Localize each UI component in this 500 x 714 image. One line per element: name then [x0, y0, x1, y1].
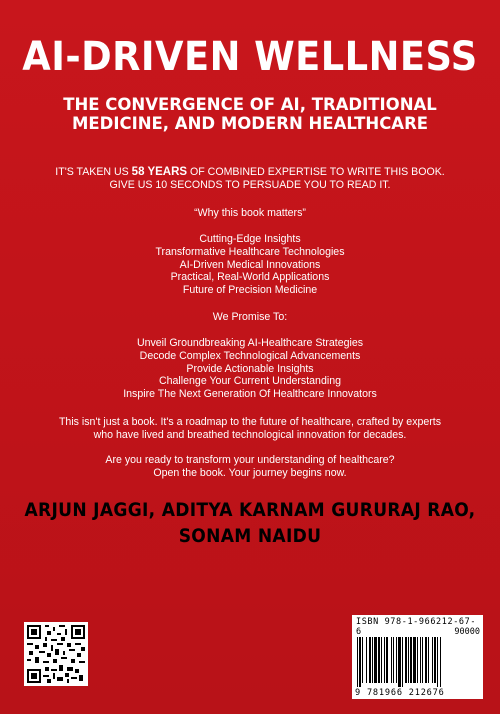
subtitle-line: THE CONVERGENCE OF AI, TRADITIONAL — [63, 95, 437, 114]
ready-line: Are you ready to transform your understanding of healthcare? — [105, 454, 395, 466]
why-heading: “Why this book matters” — [194, 207, 306, 219]
list-item: Decode Complex Technological Advancements — [139, 349, 361, 362]
list-item: Challenge Your Current Understanding — [159, 375, 341, 388]
barcode-icon — [352, 615, 483, 699]
authors — [10, 497, 490, 549]
promises-list — [20, 337, 480, 401]
barcode-digits: 9 781966 212676 — [355, 688, 445, 698]
list-item: Unveil Groundbreaking AI-Healthcare Strategies — [136, 337, 364, 349]
list-item: Cutting-Edge Insights — [199, 233, 301, 245]
authors-line: ARJUN JAGGI, ADITYA KARNAM GURURAJ RAO, — [24, 499, 476, 521]
price-code: 90000 — [454, 627, 480, 637]
ready-text — [20, 454, 480, 480]
intro-line-1 — [20, 166, 480, 179]
roadmap-line: who have lived and breathed technological innovation for decades. — [93, 428, 407, 441]
subtitle-line: MEDICINE, AND MODERN HEALTHCARE — [71, 114, 429, 133]
list-item: Practical, Real-World Applications — [170, 271, 330, 284]
roadmap-line: This isn't just a book. It's a roadmap to the future of healthcare, crafted by experts — [58, 416, 442, 428]
intro-text — [20, 166, 480, 192]
isbn-text: ISBN 978-1-966212-67-6 — [356, 617, 477, 637]
qr-code-graphic — [27, 625, 85, 683]
list-item: Provide Actionable Insights — [186, 362, 314, 375]
book-subtitle — [30, 95, 470, 133]
intro-line-2: GIVE US 10 SECONDS TO PERSUADE YOU TO READ IT. — [109, 178, 391, 191]
list-item: AI-Driven Medical Innovations — [179, 258, 321, 271]
book-title: AI-DRIVEN WELLNESS — [22, 34, 478, 80]
qr-code-icon[interactable] — [24, 622, 88, 686]
list-item: Inspire The Next Generation Of Healthcare Innovators — [123, 388, 377, 401]
list-item: Future of Precision Medicine — [182, 284, 318, 297]
authors-line: SONAM NAIDU — [178, 525, 322, 547]
intro-pre: IT'S TAKEN US — [55, 166, 132, 178]
matters-list — [20, 233, 480, 297]
barcode-bars — [357, 637, 478, 687]
intro-strong: 58 YEARS — [131, 166, 188, 178]
list-item: Transformative Healthcare Technologies — [155, 245, 345, 258]
ready-line: Open the book. Your journey begins now. — [153, 466, 347, 479]
roadmap-text — [20, 416, 480, 442]
intro-post: OF COMBINED EXPERTISE TO WRITE THIS BOOK. — [187, 166, 445, 178]
promise-heading: We Promise To: — [212, 311, 288, 323]
